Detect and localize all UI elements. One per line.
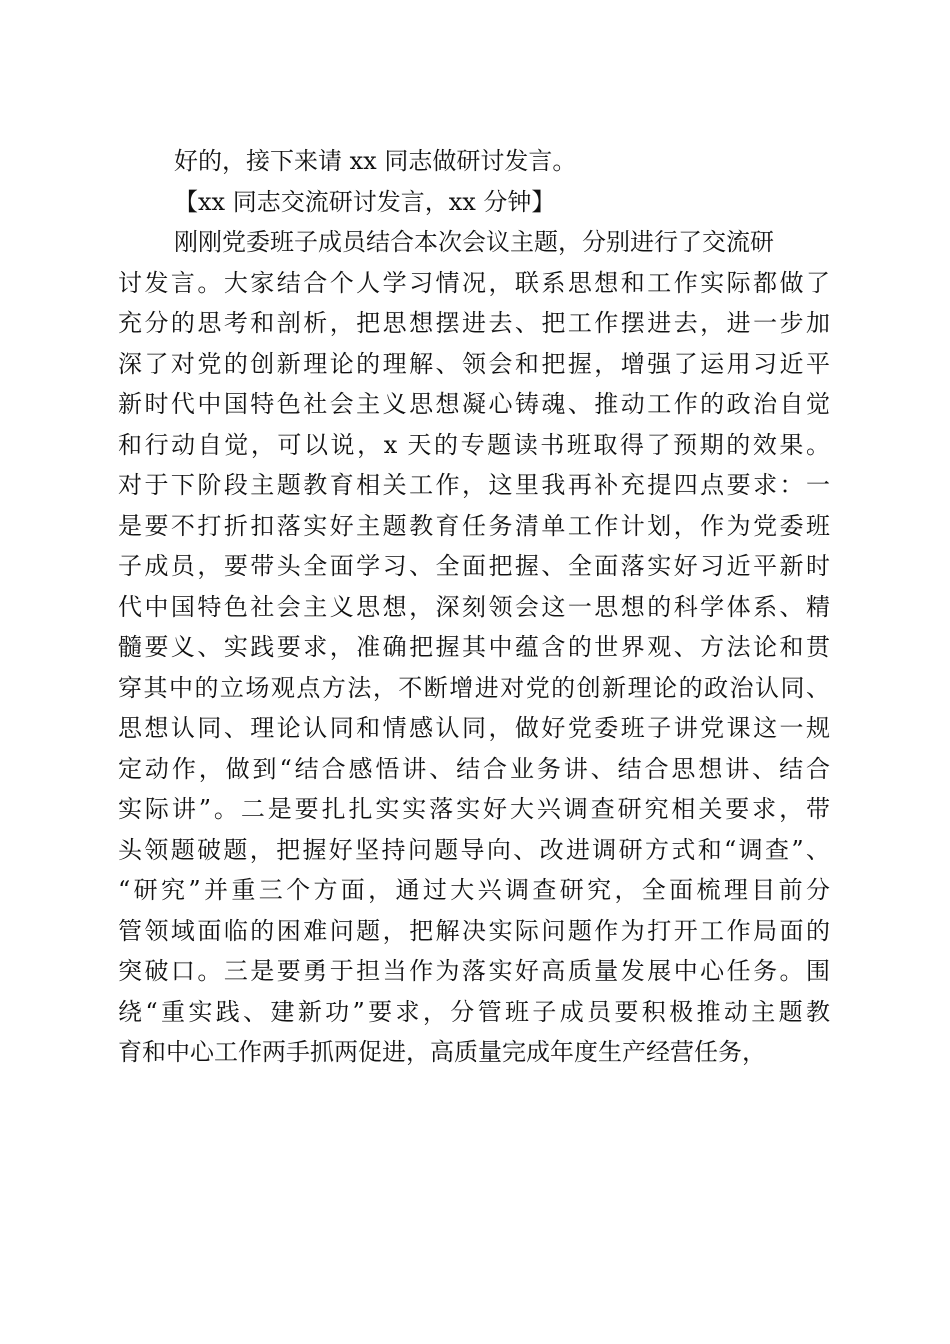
- text-line: 穿其中的立场观点方法，不断增进对党的创新理论的政治认同、: [118, 673, 830, 702]
- text-line: 讨发言。大家结合个人学习情况，联系思想和工作实际都做了: [118, 268, 830, 297]
- text-line: 深了对党的创新理论的理解、领会和把握，增强了运用习近平: [118, 349, 830, 378]
- text-line: 头领题破题，把握好坚持问题导向、改进调研方式和“调查”、: [118, 835, 830, 864]
- text-line: 育和中心工作两手抓两促进，高质量完成年度生产经营任务，: [118, 1038, 766, 1066]
- body-text: [118, 141, 830, 1073]
- text-line: 对于下阶段主题教育相关工作，这里我再补充提四点要求：一: [118, 471, 830, 499]
- text-line: 定动作，做到“结合感悟讲、结合业务讲、结合思想讲、结合: [118, 754, 830, 783]
- text-line: 子成员，要带头全面学习、全面把握、全面落实好习近平新时: [118, 552, 830, 580]
- text-line: 好的，接下来请 xx 同志做研讨发言。: [174, 147, 577, 175]
- text-line: 代中国特色社会主义思想，深刻领会这一思想的科学体系、精: [118, 592, 830, 621]
- text-line: 髓要义、实践要求，准确把握其中蕴含的世界观、方法论和贯: [118, 633, 830, 661]
- text-line: 绕“重实践、建新功”要求，分管班子成员要积极推动主题教: [118, 997, 830, 1026]
- text-line: 实际讲”。二是要扎扎实实落实好大兴调查研究相关要求，带: [118, 795, 830, 823]
- text-line: 是要不打折扣落实好主题教育任务清单工作计划，作为党委班: [118, 511, 830, 540]
- text-line: “研究”并重三个方面，通过大兴调查研究，全面梳理目前分: [118, 876, 830, 904]
- text-line: 思想认同、理论认同和情感认同，做好党委班子讲党课这一规: [118, 714, 830, 742]
- text-line: 刚刚党委班子成员结合本次会议主题，分别进行了交流研: [174, 228, 774, 256]
- text-line: 和行动自觉，可以说，x 天的专题读书班取得了预期的效果。: [118, 430, 830, 459]
- text-line: 突破口。三是要勇于担当作为落实好高质量发展中心任务。围: [118, 957, 830, 985]
- text-line: 管领域面临的困难问题，把解决实际问题作为打开工作局面的: [118, 916, 830, 945]
- text-line: 新时代中国特色社会主义思想凝心铸魂、推动工作的政治自觉: [118, 390, 830, 418]
- text-line: 【xx 同志交流研讨发言，xx 分钟】: [174, 187, 556, 216]
- text-line: 充分的思考和剖析，把思想摆进去、把工作摆进去，进一步加: [118, 309, 830, 337]
